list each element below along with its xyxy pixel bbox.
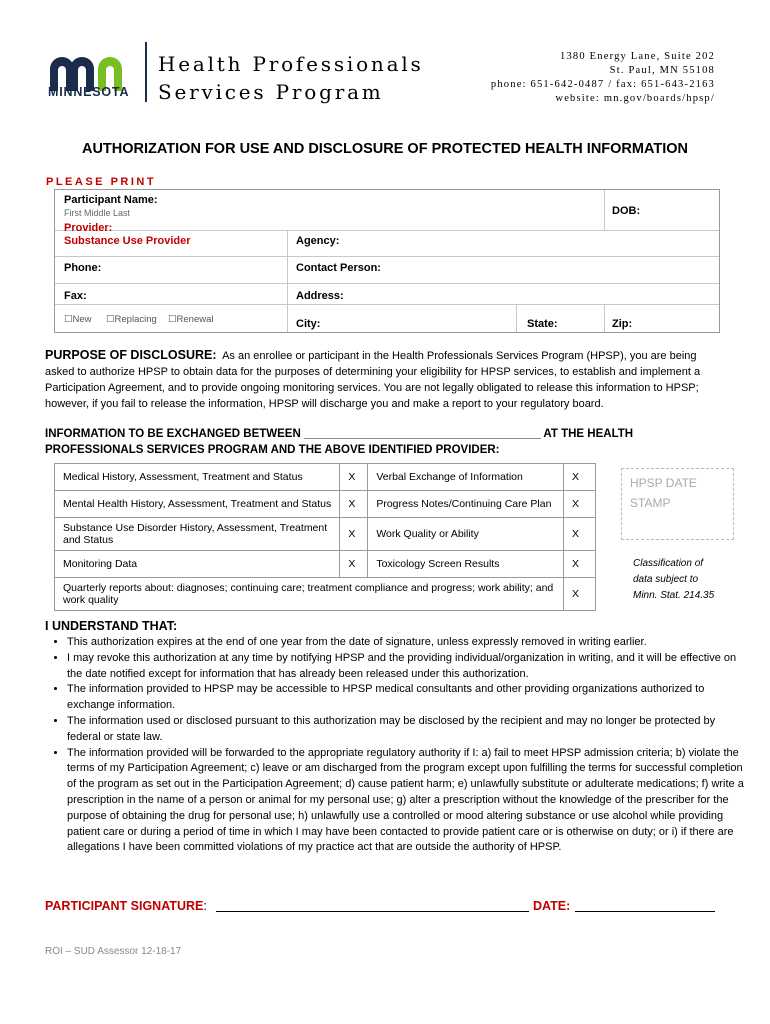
address-line1: 1380 Energy Lane, Suite 202 xyxy=(560,51,715,62)
table-cell: Verbal Exchange of Information xyxy=(368,464,564,491)
classification-line1: Classification of xyxy=(633,558,704,569)
minnesota-wordmark: MINNESOTA xyxy=(48,85,130,99)
participant-name-sublabel: First Middle Last xyxy=(64,208,131,218)
table-mark[interactable]: X xyxy=(564,578,596,611)
participant-signature-label xyxy=(45,899,207,913)
exchange-heading-part2: AT THE HEALTH PROFESSIONALS SERVICES PROGRAM AND THE ABOVE IDENTIFIED PROVIDER: xyxy=(45,428,634,456)
state-field[interactable]: State: xyxy=(527,318,558,330)
header-divider xyxy=(145,42,147,102)
checkbox-new[interactable] xyxy=(64,314,92,325)
address-field[interactable]: Address: xyxy=(296,290,344,302)
list-item: • The information provided to HPSP may be accessible to HPSP medical consultants and other providing organizations authorized to exchange information. xyxy=(67,682,749,714)
phone-field[interactable]: Phone: xyxy=(64,262,102,274)
participant-form xyxy=(54,189,720,333)
checkbox-new-label: New xyxy=(72,314,92,325)
participant-name-label[interactable]: Participant Name: xyxy=(64,194,158,206)
table-mark[interactable]: X xyxy=(340,518,368,551)
table-mark[interactable]: X xyxy=(564,551,596,578)
fax-field[interactable]: Fax: xyxy=(64,290,87,302)
table-cell: Work Quality or Ability xyxy=(368,518,564,551)
table-cell: Substance Use Disorder History, Assessment, Treatment and Status xyxy=(55,518,340,551)
date-label: DATE: xyxy=(533,899,571,913)
program-name-line1: Health Professionals xyxy=(158,52,424,76)
form-col-divider xyxy=(287,230,288,332)
checkbox-renewal[interactable] xyxy=(168,314,214,325)
address-line2: St. Paul, MN 55108 xyxy=(609,65,715,76)
purpose-paragraph xyxy=(45,347,727,412)
list-item: • I may revoke this authorization at any time by notifying HPSP and the providing individual/organization in writing, and it will be effective on the date notified except for information that has already been released under this authorization. xyxy=(67,651,749,683)
classification-line2: data subject to xyxy=(633,574,699,585)
agency-field[interactable]: Agency: xyxy=(296,235,340,247)
table-mark[interactable]: X xyxy=(340,551,368,578)
please-print-label: PLEASE PRINT xyxy=(46,176,157,188)
dob-field[interactable]: DOB: xyxy=(612,205,641,217)
list-item: • The information provided will be forwarded to the appropriate regulatory authority if I: a) fail to meet HPSP admission criteria; b) violate the terms of my Participation Agreement; c) leave or am discharged from the program except upon fulfilling the terms for successful completion of the program as set out in the Participation Agreement; d) cause patient harm; e) unlawfully substitute or adulterate medications; f) write a prescription in the name of a person or animal for my personal use; g) alter a prescription without the knowledge of the prescriber for the purpose of obtaining the drug for personal use; h) unlawfully use a controlled or mood altering substance or use alcohol while providing patient care or during a period of time in which I may have been contacted to provide patient care or is otherwise on duty; or i) if there are allegations I have been committed violations of my practice act that are outside the authority of HPSP. xyxy=(67,746,749,857)
form-col-divider xyxy=(604,304,605,332)
hpsp-date-stamp-box xyxy=(621,468,734,540)
form-col-divider xyxy=(604,190,605,230)
table-row xyxy=(55,578,596,611)
understand-heading: I UNDERSTAND THAT: xyxy=(45,619,178,633)
checkbox-icon: ☐ xyxy=(64,314,73,325)
list-item: • The information used or disclosed pursuant to this authorization may be disclosed by the recipient and may no longer be protected by federal or state law. xyxy=(67,714,749,746)
table-mark[interactable]: X xyxy=(564,518,596,551)
table-cell: Medical History, Assessment, Treatment and Status xyxy=(55,464,340,491)
exchange-heading xyxy=(45,426,727,458)
checkbox-icon: ☐ xyxy=(106,314,115,325)
understand-list xyxy=(45,635,749,856)
checkbox-renewal-label: Renewal xyxy=(176,314,214,325)
document-title: AUTHORIZATION FOR USE AND DISCLOSURE OF PROTECTED HEALTH INFORMATION xyxy=(81,141,689,157)
city-field[interactable]: City: xyxy=(296,318,321,330)
exchange-blank[interactable]: _____________________________________ xyxy=(303,428,541,440)
provider-label: Provider: xyxy=(64,222,113,234)
contact-address xyxy=(491,50,715,106)
signature-line[interactable] xyxy=(216,911,529,912)
table-row xyxy=(55,491,596,518)
quarterly-reports-cell: Quarterly reports about: diagnoses; continuing care; treatment compliance and progress; work ability; and work quality xyxy=(55,578,564,611)
contact-person-field[interactable]: Contact Person: xyxy=(296,262,381,274)
table-cell: Monitoring Data xyxy=(55,551,340,578)
provider-type: Substance Use Provider xyxy=(64,235,191,247)
program-name xyxy=(158,50,424,106)
form-row-divider xyxy=(55,283,719,284)
stamp-line1: HPSP DATE xyxy=(630,476,697,490)
classification-line3: Minn. Stat. 214.35 xyxy=(633,590,715,601)
table-mark[interactable]: X xyxy=(340,464,368,491)
data-classification-note xyxy=(633,556,714,604)
zip-field[interactable]: Zip: xyxy=(612,318,633,330)
form-col-divider xyxy=(516,304,517,332)
table-row xyxy=(55,464,596,491)
list-item: • This authorization expires at the end of one year from the date of signature, unless expressly removed in writing earlier. xyxy=(67,635,749,651)
table-cell: Progress Notes/Continuing Care Plan xyxy=(368,491,564,518)
date-line[interactable] xyxy=(575,911,715,912)
form-footer-code: ROI – SUD Assessor 12-18-17 xyxy=(45,946,182,957)
table-mark[interactable]: X xyxy=(564,491,596,518)
table-cell: Toxicology Screen Results xyxy=(368,551,564,578)
table-mark[interactable]: X xyxy=(340,491,368,518)
signature-label-colon: : xyxy=(203,899,207,913)
info-table xyxy=(54,463,596,611)
program-name-line2: Services Program xyxy=(158,80,384,104)
purpose-text: As an enrollee or participant in the Health Professionals Services Program (HPSP), you are being asked to authorize HPSP to obtain data for the purposes of determining your eligibility for HPSP services, to establish and implement a Participation Agreement, and to provide ongoing monitoring services. You are not legally obligated to release this information to HPSP; however, if you fail to release the information, HPSP will discharge you and make a report to your regulatory board. xyxy=(45,350,701,410)
table-cell: Mental Health History, Assessment, Treatment and Status xyxy=(55,491,340,518)
checkbox-icon: ☐ xyxy=(168,314,177,325)
checkbox-replacing-label: Replacing xyxy=(114,314,157,325)
exchange-heading-part1: INFORMATION TO BE EXCHANGED BETWEEN xyxy=(45,428,301,440)
form-row-divider xyxy=(55,230,719,231)
table-row xyxy=(55,518,596,551)
stamp-line2: STAMP xyxy=(630,496,671,510)
checkbox-replacing[interactable] xyxy=(106,314,157,325)
table-row xyxy=(55,551,596,578)
form-row-divider xyxy=(55,256,719,257)
signature-label-text: PARTICIPANT SIGNATURE xyxy=(45,899,204,913)
purpose-heading: PURPOSE OF DISCLOSURE: xyxy=(45,348,217,362)
table-mark[interactable]: X xyxy=(564,464,596,491)
phone-fax: phone: 651-642-0487 / fax: 651-643-2163 xyxy=(490,79,715,90)
form-row-divider xyxy=(55,304,719,305)
website: website: mn.gov/boards/hpsp/ xyxy=(555,93,715,104)
